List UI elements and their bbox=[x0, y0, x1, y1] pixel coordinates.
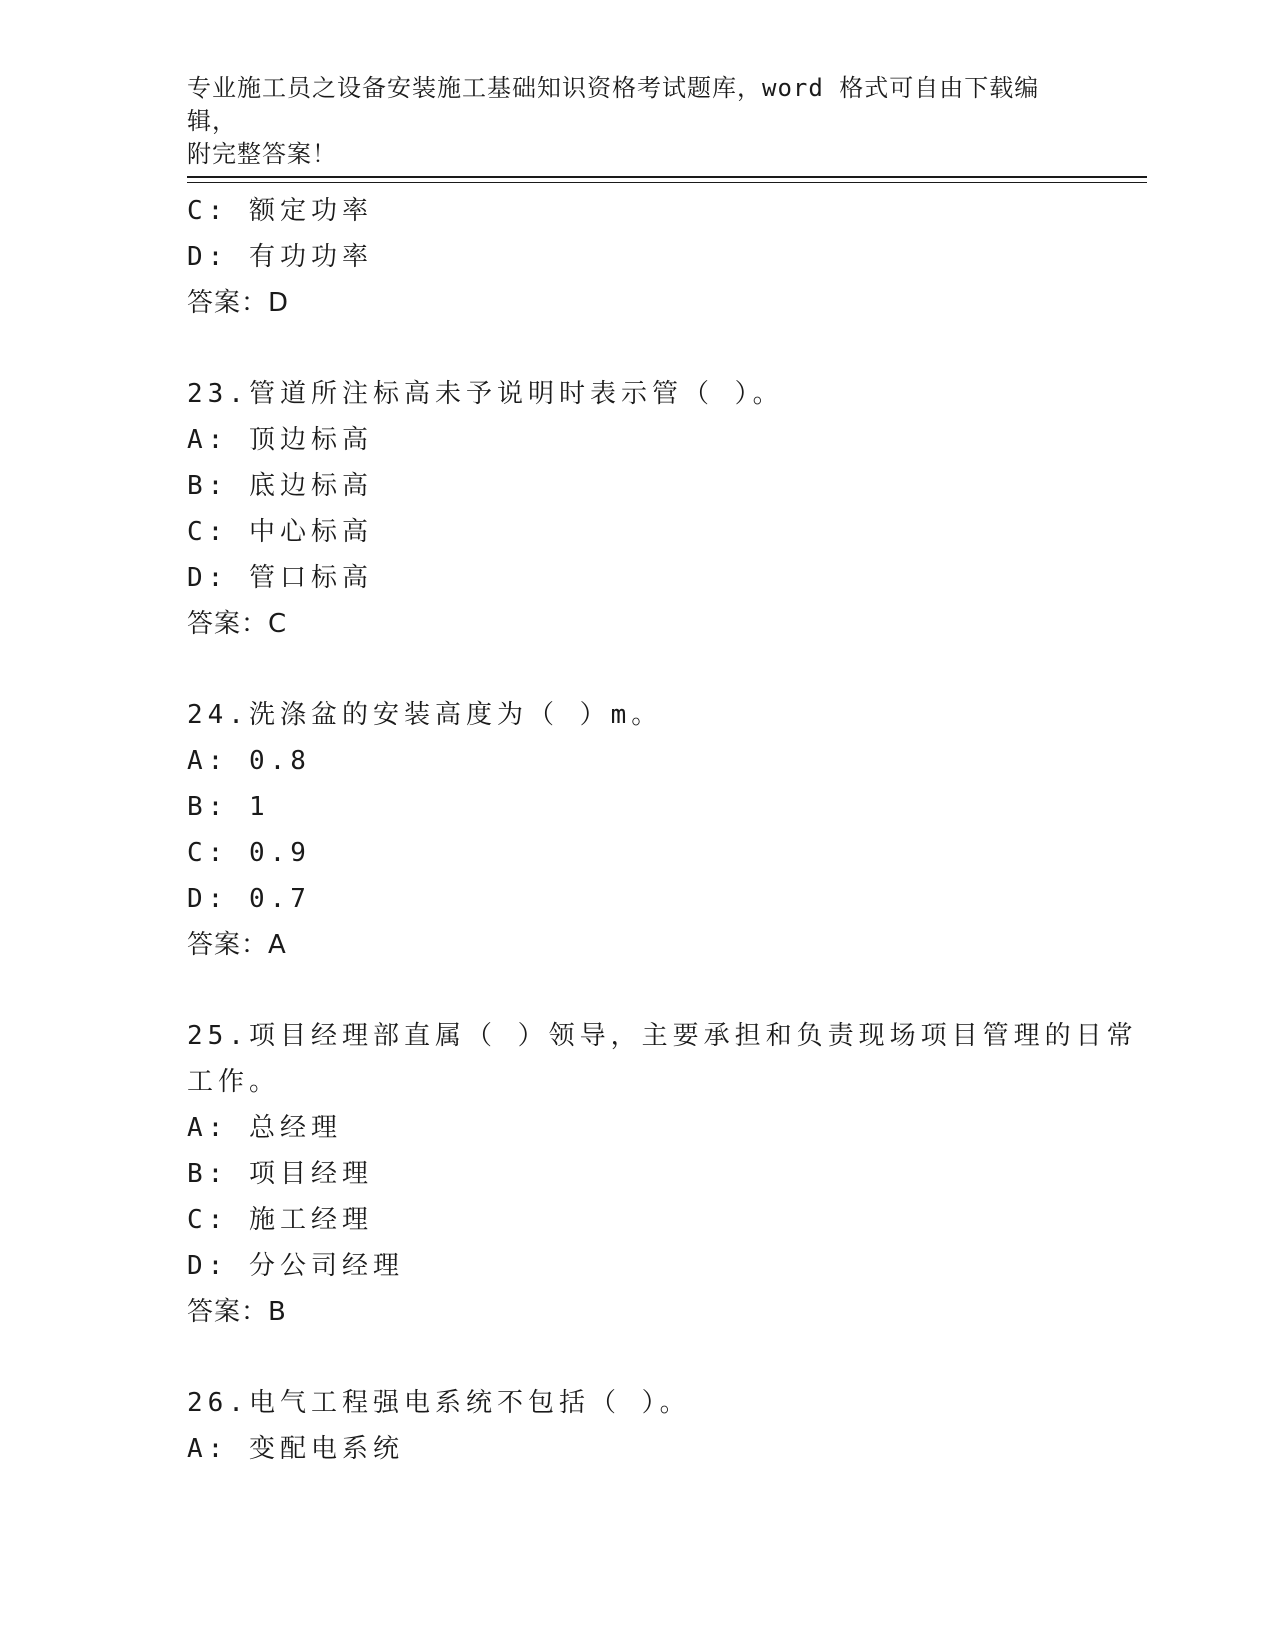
question-stem: 26.电气工程强电系统不包括（ ）。 bbox=[187, 1388, 691, 1418]
option-a: A: 总经理 bbox=[187, 1113, 342, 1143]
answer-line: 答案：D bbox=[187, 288, 290, 318]
option-d: D: 有功功率 bbox=[187, 242, 373, 272]
question-stem: 25.项目经理部直属（ ）领导，主要承担和负责现场项目管理的日常 bbox=[187, 1021, 1138, 1051]
header-rule bbox=[187, 176, 1147, 178]
answer-line: 答案：C bbox=[187, 609, 288, 639]
answer-line: 答案：B bbox=[187, 1297, 287, 1327]
question-stem: 24.洗涤盆的安装高度为（ ）m。 bbox=[187, 700, 663, 730]
question-stem: 23.管道所注标高未予说明时表示管（ ）。 bbox=[187, 379, 784, 409]
option-c: C: 0.9 bbox=[187, 838, 311, 868]
option-a: A: 顶边标高 bbox=[187, 425, 373, 455]
option-d: D: 0.7 bbox=[187, 884, 311, 914]
header-rule-thin bbox=[187, 182, 1147, 183]
answer-line: 答案：A bbox=[187, 930, 287, 960]
header-line-2: 附完整答案！ bbox=[187, 140, 337, 168]
option-d: D: 分公司经理 bbox=[187, 1251, 404, 1281]
option-b: B: 1 bbox=[187, 792, 270, 822]
option-c: C: 施工经理 bbox=[187, 1205, 373, 1235]
question-list bbox=[187, 188, 1138, 1472]
option-c: C: 中心标高 bbox=[187, 517, 373, 547]
option-b: B: 底边标高 bbox=[187, 471, 373, 501]
document-header bbox=[187, 72, 1067, 171]
option-c: C: 额定功率 bbox=[187, 196, 373, 226]
option-a: A: 0.8 bbox=[187, 746, 311, 776]
header-line-1: 专业施工员之设备安装施工基础知识资格考试题库，word 格式可自由下载编辑， bbox=[187, 74, 1040, 135]
question-stem-continued: 工作。 bbox=[187, 1067, 281, 1097]
option-a: A: 变配电系统 bbox=[187, 1434, 404, 1464]
option-d: D: 管口标高 bbox=[187, 563, 373, 593]
option-b: B: 项目经理 bbox=[187, 1159, 373, 1189]
